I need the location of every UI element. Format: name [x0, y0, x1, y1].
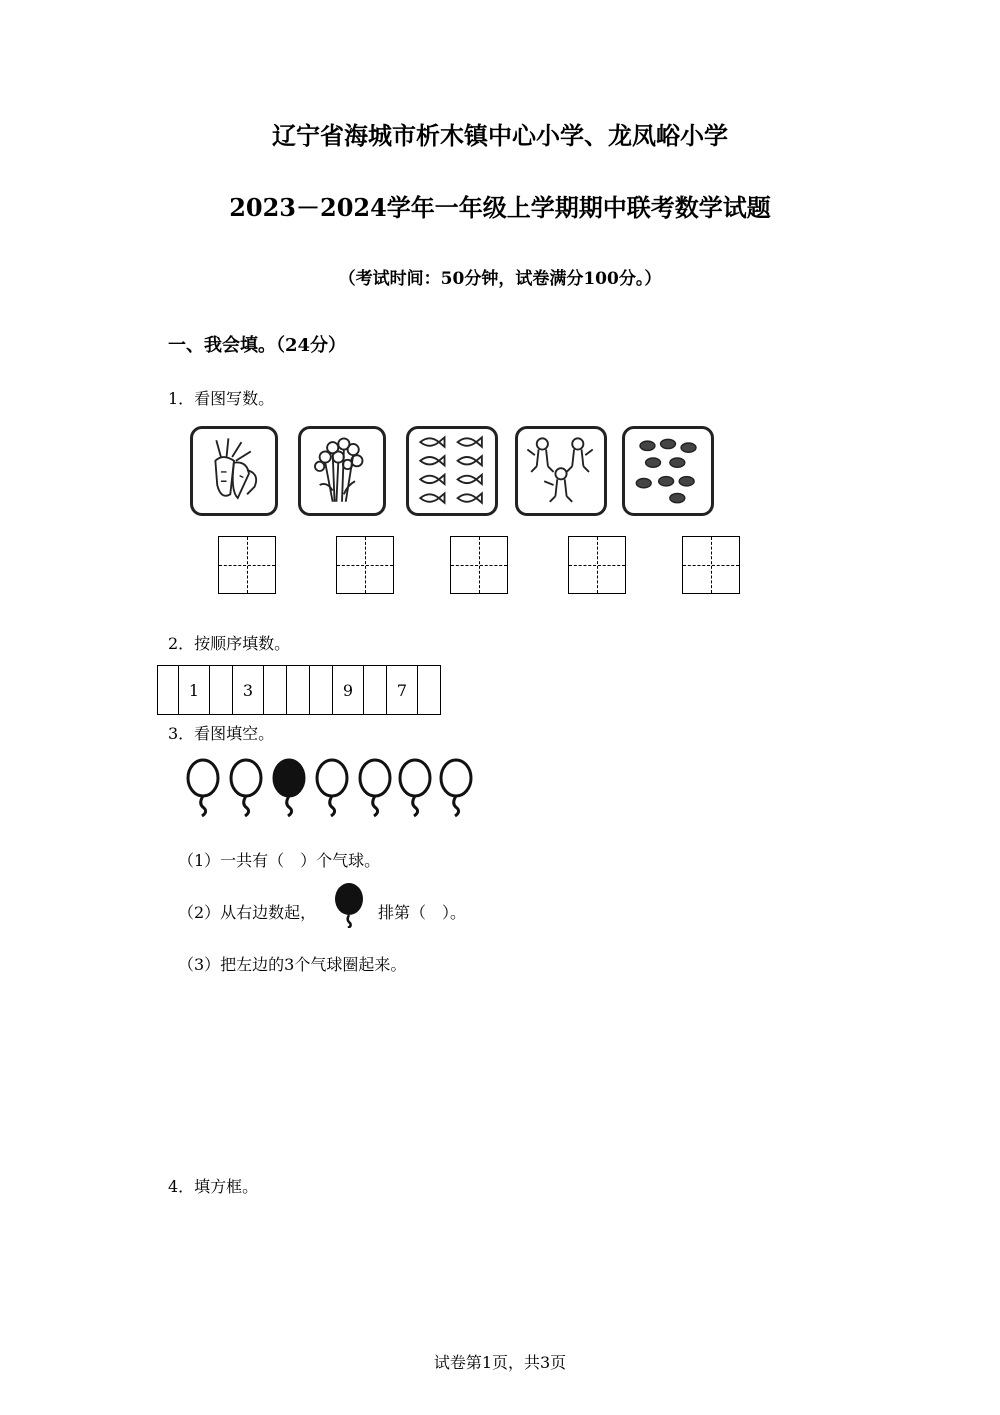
sequence-cell[interactable] [310, 666, 333, 715]
balloon-row [182, 756, 482, 818]
sub-question-3: （3）把左边的3个气球圈起来。 [178, 955, 407, 974]
exam-title-line1: 辽宁省海城市析木镇中心小学、龙凤峪小学 [272, 122, 728, 150]
balloon-icon [231, 760, 261, 816]
question-4-label: 4．填方框。 [168, 1177, 259, 1196]
number-sequence-grid [157, 665, 441, 715]
sequence-cell: 9 [333, 666, 364, 715]
answer-box[interactable] [568, 536, 626, 594]
monkey-group-icon [515, 426, 607, 516]
question-3-label: 3．看图填空。 [168, 724, 275, 743]
question-1-label: 1．看图写数。 [168, 389, 275, 408]
sequence-cell[interactable] [287, 666, 310, 715]
black-balloon-icon [333, 882, 365, 928]
page-footer: 试卷第1页，共3页 [433, 1353, 567, 1372]
answer-box[interactable] [218, 536, 276, 594]
leaf-group-icon [622, 426, 714, 516]
sub-question-2-rank: 排第（ ）。 [378, 903, 467, 922]
balloon-icon [188, 760, 218, 816]
black-balloon-icon [274, 760, 304, 816]
sub-question-2-text: （2）从右边数起， [178, 903, 317, 922]
flower-bunch-icon [298, 426, 386, 516]
section-heading: 一、我会填。（24分） [168, 335, 347, 356]
sequence-cell[interactable] [364, 666, 387, 715]
balloon-icon [317, 760, 347, 816]
answer-box[interactable] [450, 536, 508, 594]
balloon-icon [360, 760, 390, 816]
balloon-icon [400, 760, 430, 816]
sequence-cell[interactable] [418, 666, 441, 715]
question-2-label: 2．按顺序填数。 [168, 634, 291, 653]
sequence-cell: 1 [179, 666, 210, 715]
balloon-icon [441, 760, 471, 816]
sequence-cell: 3 [233, 666, 264, 715]
sequence-cell[interactable] [158, 666, 179, 715]
fish-group-icon [406, 426, 498, 516]
exam-info: （考试时间：50分钟，试卷满分100分。） [338, 269, 662, 289]
answer-box[interactable] [336, 536, 394, 594]
sequence-cell[interactable] [210, 666, 233, 715]
answer-box[interactable] [682, 536, 740, 594]
carrot-icon [190, 426, 278, 516]
sequence-cell: 7 [387, 666, 418, 715]
exam-title-line2: 2023－2024学年一年级上学期期中联考数学试题 [229, 193, 771, 222]
sub-question-1: （1）一共有（ ）个气球。 [178, 851, 381, 870]
sequence-cell[interactable] [264, 666, 287, 715]
